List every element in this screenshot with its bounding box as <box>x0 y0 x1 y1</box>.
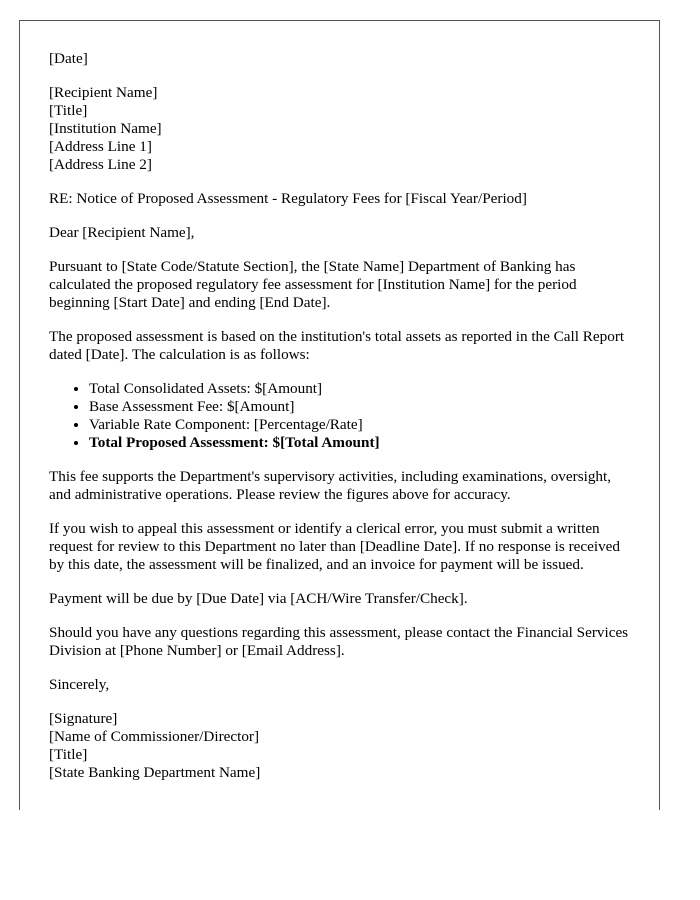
assessment-list <box>49 380 629 452</box>
list-item: • Variable Rate Component: [Percentage/Rate] <box>89 416 629 434</box>
recipient-institution: [Institution Name] <box>49 120 162 137</box>
list-item: • Base Assessment Fee: $[Amount] <box>89 398 629 416</box>
signature-block <box>49 710 629 782</box>
letter-date: [Date] <box>49 50 88 67</box>
recipient-block <box>49 84 629 174</box>
paragraph-calculation-intro: The proposed assessment is based on the institution's total assets as reported in the Call Report dated [Date]. The calculation is as follows: <box>49 328 625 363</box>
signer-name: [Name of Commissioner/Director] <box>49 728 260 745</box>
paragraph-fee-support: This fee supports the Department's supervisory activities, including examinations, oversight, and administrative operations. Please review the figures above for accuracy. <box>49 468 612 503</box>
paragraph-contact: Should you have any questions regarding this assessment, please contact the Financial Services Division at [Phone Number] or [Email Address]. <box>49 624 629 659</box>
recipient-address-line-1: [Address Line 1] <box>49 138 152 155</box>
list-item-total: • Total Proposed Assessment: $[Total Amount] <box>89 434 629 452</box>
paragraph-appeal: If you wish to appeal this assessment or identify a clerical error, you must submit a written request for review to this Department no later than [Deadline Date]. If no response is received by this date, the assessment will be finalized, and an invoice for payment will be issued. <box>49 520 620 573</box>
letter-body <box>49 50 629 798</box>
letter-page <box>19 20 660 810</box>
paragraph-payment: Payment will be due by [Due Date] via [ACH/Wire Transfer/Check]. <box>49 590 468 607</box>
recipient-address-line-2: [Address Line 2] <box>49 156 152 173</box>
signature: [Signature] <box>49 710 118 727</box>
recipient-title: [Title] <box>49 102 88 119</box>
paragraph-statute: Pursuant to [State Code/Statute Section], the [State Name] Department of Banking has calculated the proposed regulatory fee assessment for [Institution Name] for the period beginning [Start Date] and ending [End Date]. <box>49 258 577 311</box>
list-item: • Total Consolidated Assets: $[Amount] <box>89 380 629 398</box>
subject-line: RE: Notice of Proposed Assessment - Regulatory Fees for [Fiscal Year/Period] <box>49 190 527 207</box>
signer-department: [State Banking Department Name] <box>49 764 261 781</box>
closing: Sincerely, <box>49 676 110 693</box>
signer-title: [Title] <box>49 746 88 763</box>
recipient-name: [Recipient Name] <box>49 84 158 101</box>
salutation: Dear [Recipient Name], <box>49 224 195 241</box>
